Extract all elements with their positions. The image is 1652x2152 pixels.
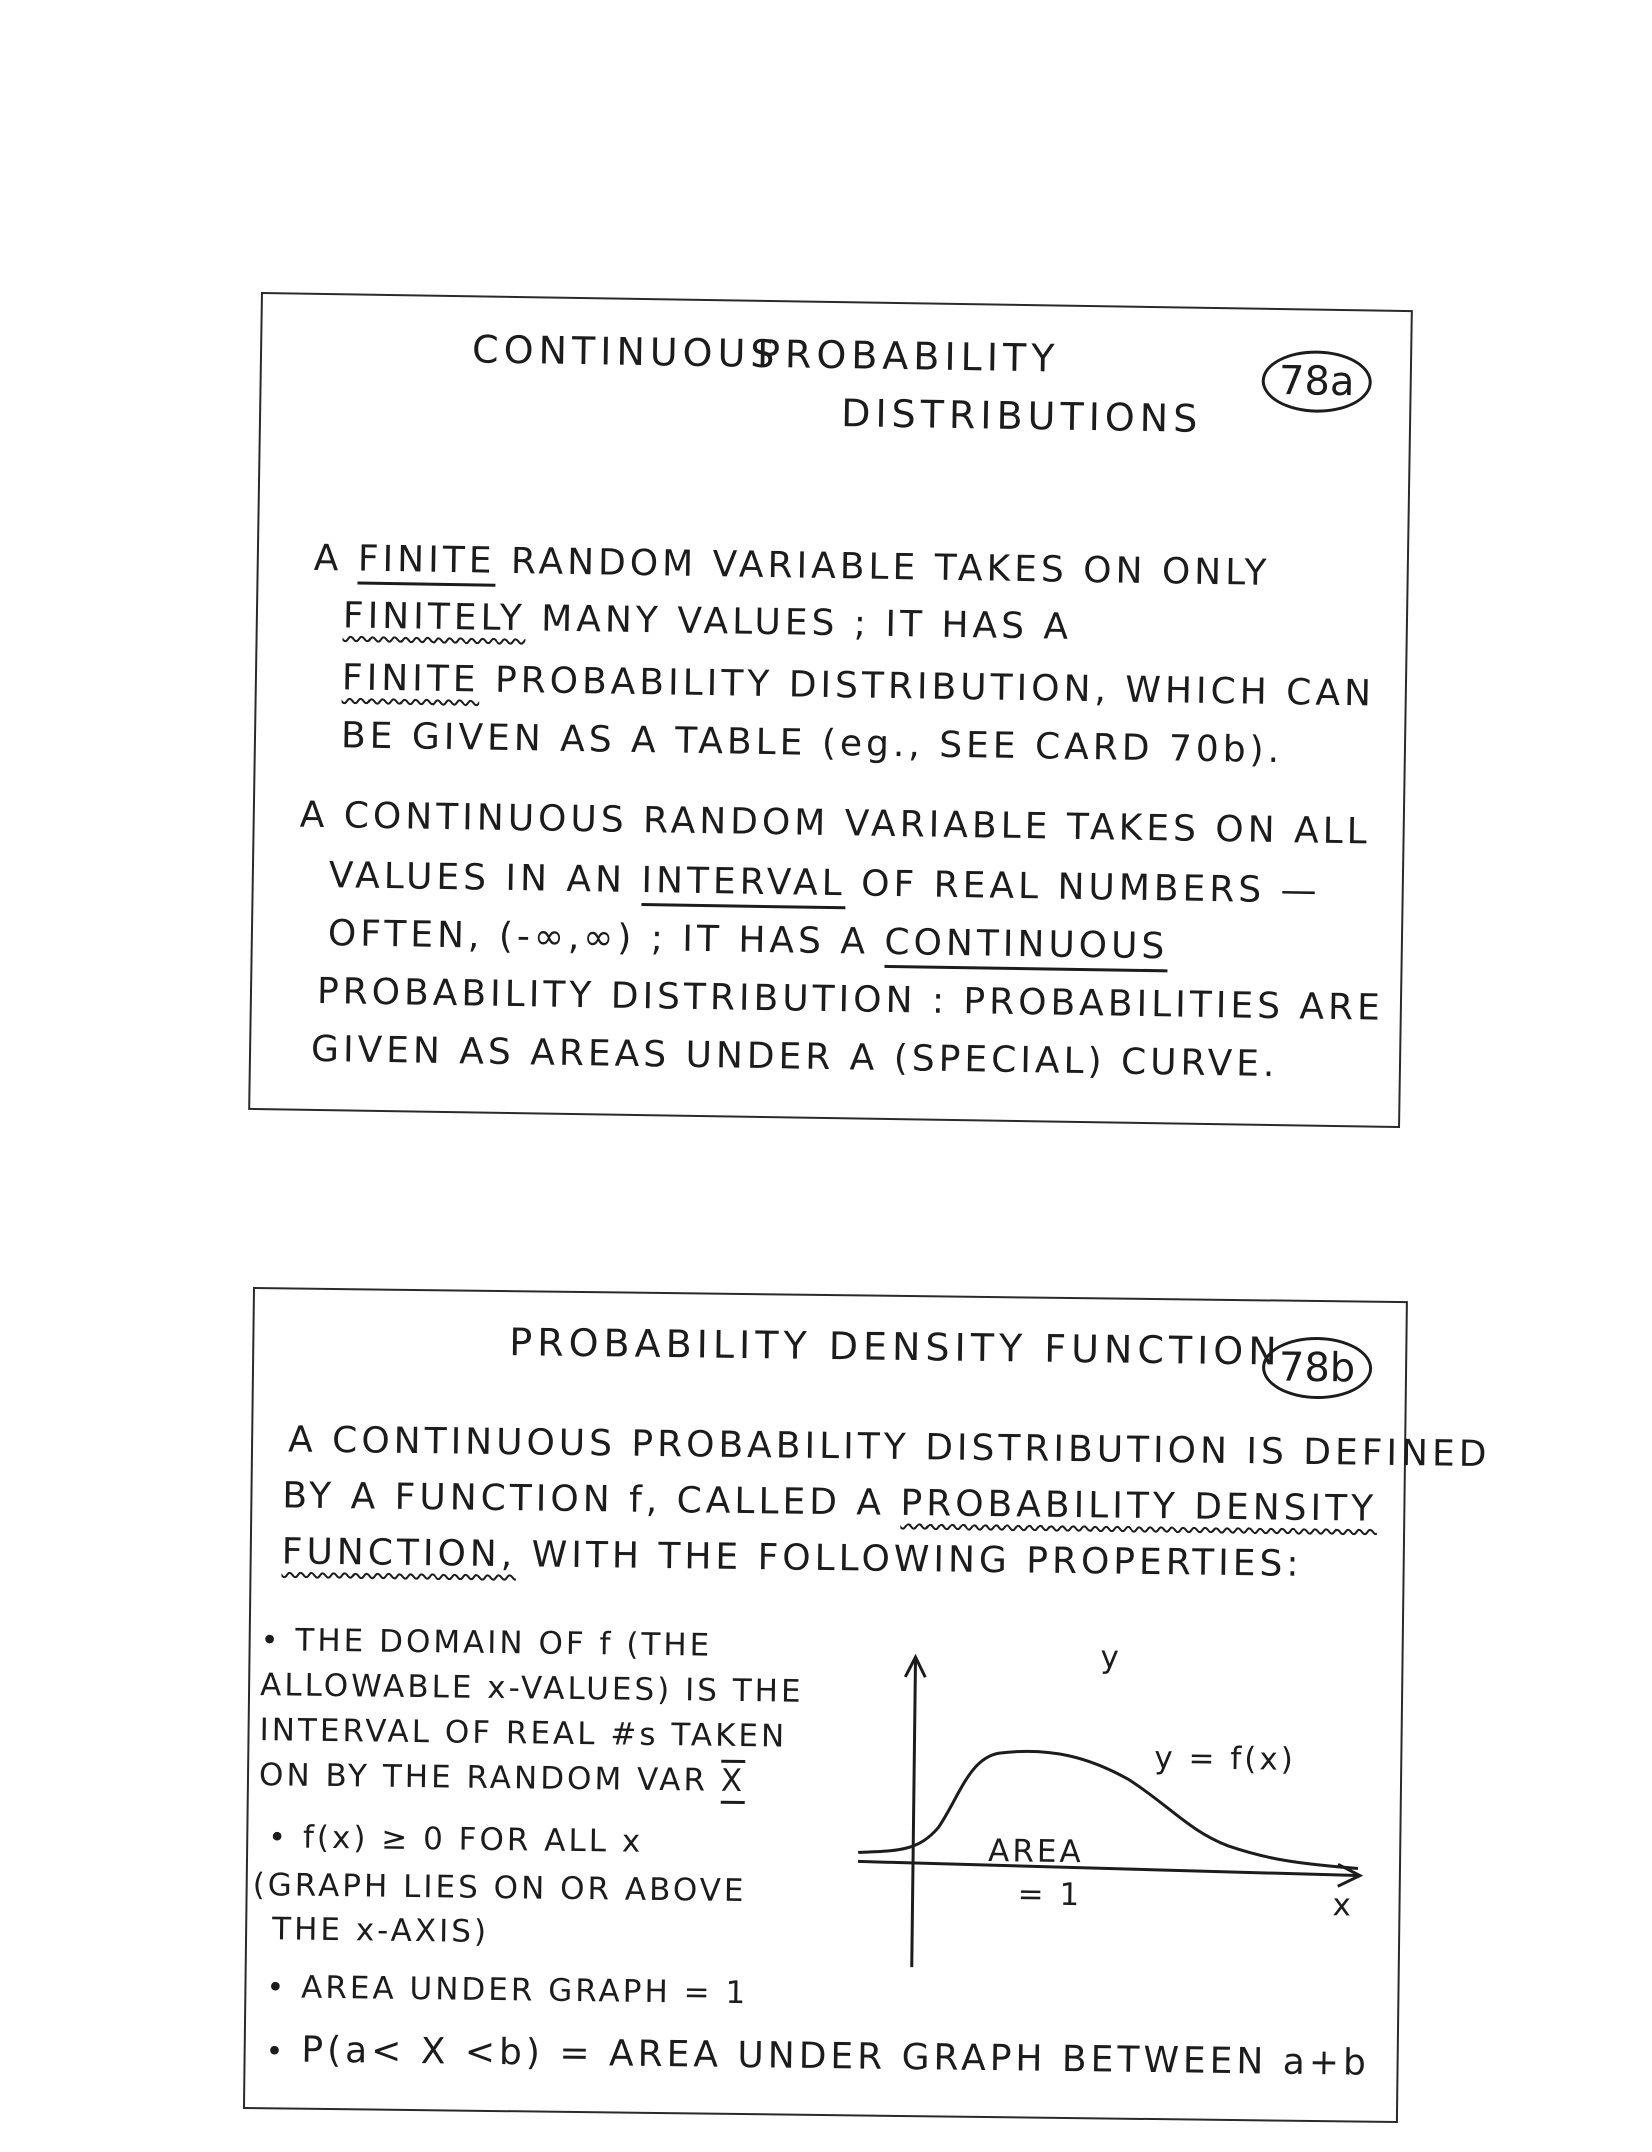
card-a-para2-line3 bbox=[328, 913, 1169, 967]
function-underlined: FUNCTION, bbox=[281, 1531, 517, 1576]
finitely-underlined: FINITELY bbox=[342, 595, 527, 640]
property-1-line4-prefix: ON BY THE RANDOM VAR bbox=[258, 1757, 709, 1799]
card-a-para1-line2-rest: MANY VALUES ; IT HAS A bbox=[540, 598, 1073, 648]
graph-area-label-1: AREA bbox=[987, 1833, 1084, 1871]
property-1-line4 bbox=[259, 1757, 746, 1799]
property-2-line3: THE x-AXIS) bbox=[271, 1911, 490, 1950]
card-a-para1-prefix: A bbox=[313, 537, 343, 580]
bullet-icon bbox=[265, 2029, 301, 2070]
bullet-icon bbox=[268, 1819, 303, 1855]
card-a-para1-line1 bbox=[314, 538, 1271, 594]
card-a-para2-line4: PROBABILITY DISTRIBUTION : PROBABILITIES ARE bbox=[316, 970, 1385, 1029]
card-a-number-badge bbox=[1261, 350, 1372, 414]
card-b-intro-line2-prefix: BY A FUNCTION f, CALLED A bbox=[282, 1475, 886, 1524]
property-2-line1 bbox=[268, 1819, 643, 1860]
card-b-intro-line2 bbox=[282, 1475, 1377, 1529]
card-a-title-word1: CONTINUOUS bbox=[471, 327, 780, 377]
card-a-title-word2: PROBABILITY bbox=[756, 331, 1060, 381]
index-card-78b bbox=[243, 1287, 1491, 2123]
card-b-intro-line3 bbox=[282, 1531, 1303, 1584]
card-a-title-word3: DISTRIBUTIONS bbox=[840, 391, 1203, 441]
random-var-x: X bbox=[721, 1760, 746, 1804]
card-b-number: 78b bbox=[1278, 1344, 1356, 1392]
property-1-line2: ALLOWABLE x-VALUES) IS THE bbox=[259, 1667, 804, 1710]
continuous-underlined: CONTINUOUS bbox=[884, 922, 1169, 972]
card-b-intro-line3-rest: WITH THE FOLLOWING PROPERTIES: bbox=[531, 1534, 1303, 1585]
card-a-para1-line3-rest: PROBABILITY DISTRIBUTION, WHICH CAN bbox=[494, 659, 1376, 715]
property-3-text: AREA UNDER GRAPH = 1 bbox=[300, 1969, 749, 2012]
property-1-text1: THE DOMAIN OF f (THE bbox=[295, 1622, 713, 1664]
graph-x-label: x bbox=[1332, 1887, 1355, 1924]
card-b-title: PROBABILITY DENSITY FUNCTION bbox=[509, 1320, 1282, 1374]
card-a-para2-line5: GIVEN AS AREAS UNDER A (SPECIAL) CURVE. bbox=[310, 1028, 1279, 1086]
card-b-number-badge bbox=[1262, 1336, 1373, 1399]
x-axis bbox=[858, 1861, 1358, 1875]
y-axis bbox=[912, 1657, 916, 1967]
property-4-text: P(a< X <b) = AREA UNDER GRAPH BETWEEN a+b bbox=[301, 2029, 1371, 2084]
card-a-para1-line3 bbox=[342, 657, 1376, 714]
bullet-icon bbox=[260, 1622, 295, 1658]
property-2-line2: (GRAPH LIES ON OR ABOVE bbox=[252, 1867, 747, 1910]
card-a-para1-line4: BE GIVEN AS A TABLE (eg., SEE CARD 70b). bbox=[340, 715, 1284, 772]
card-b-intro-line1: A CONTINUOUS PROBABILITY DISTRIBUTION IS DEFINED bbox=[287, 1419, 1491, 1476]
card-a-para2-line2-prefix: VALUES IN AN bbox=[328, 855, 627, 901]
bullet-icon bbox=[266, 1969, 301, 2005]
card-a-para2-line2 bbox=[329, 855, 1321, 912]
graph-y-label: y bbox=[1100, 1639, 1123, 1676]
graph-area-label-2: = 1 bbox=[1017, 1876, 1083, 1914]
graph-curve-label: y = f(x) bbox=[1154, 1740, 1297, 1778]
interval-underlined: INTERVAL bbox=[641, 860, 846, 909]
property-4 bbox=[265, 2029, 1370, 2083]
property-1-line1 bbox=[260, 1622, 712, 1664]
probability-density-underlined: PROBABILITY DENSITY bbox=[900, 1482, 1378, 1530]
card-a-para2-line3-prefix: OFTEN, (-∞,∞) ; IT HAS A bbox=[327, 913, 870, 963]
property-1-line3: INTERVAL OF REAL #s TAKEN bbox=[259, 1712, 788, 1755]
finite-underlined: FINITE bbox=[358, 539, 496, 587]
property-3 bbox=[266, 1969, 748, 2011]
card-a-para1-line2 bbox=[343, 595, 1073, 647]
card-a-para1-line1-rest: RANDOM VARIABLE TAKES ON ONLY bbox=[510, 540, 1271, 594]
finite-wavy-underlined: FINITE bbox=[341, 657, 480, 701]
property-2-text1: f(x) ≥ 0 FOR ALL x bbox=[302, 1819, 644, 1860]
index-card-78a bbox=[248, 292, 1413, 1128]
card-a-para2-line1: A CONTINUOUS RANDOM VARIABLE TAKES ON ALL bbox=[299, 794, 1372, 853]
density-graph bbox=[826, 1636, 1390, 2003]
card-a-para2-line2-rest: OF REAL NUMBERS — bbox=[860, 863, 1321, 912]
card-a-number: 78a bbox=[1278, 358, 1355, 406]
